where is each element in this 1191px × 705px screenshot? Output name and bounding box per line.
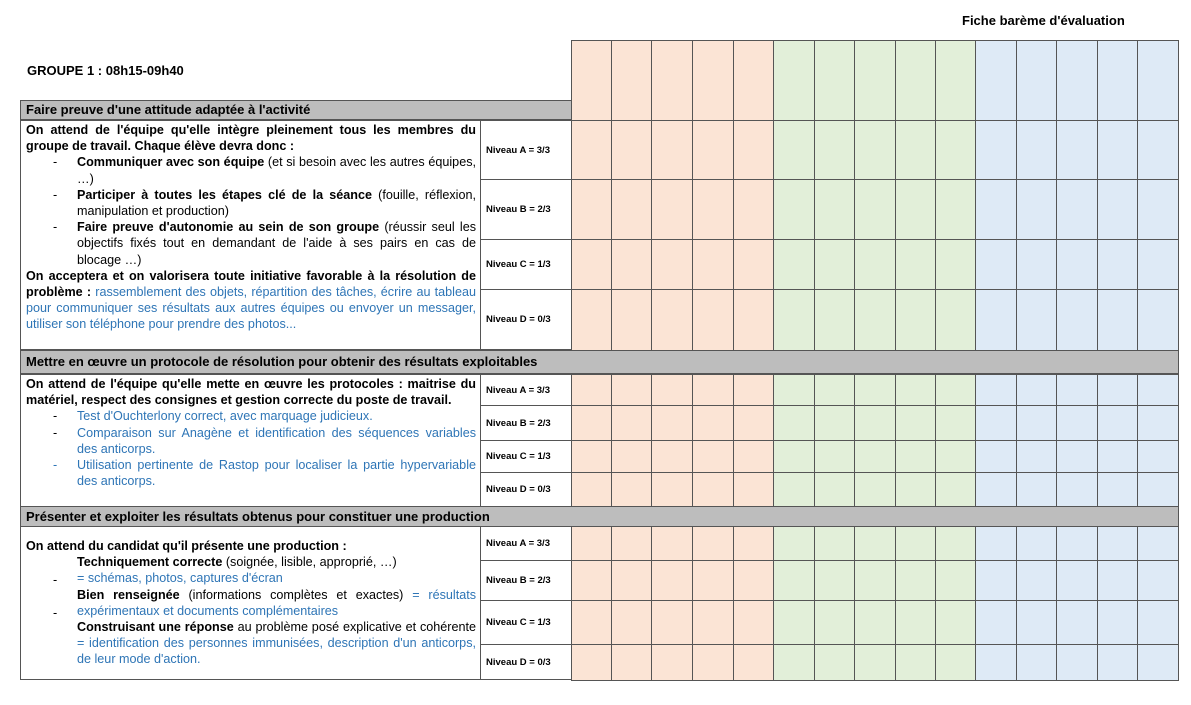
grade-cell[interactable] — [854, 120, 896, 180]
grade-cell[interactable] — [935, 374, 976, 406]
grade-cell[interactable] — [611, 560, 652, 601]
level-b: Niveau B = 2/3 — [480, 560, 572, 601]
grade-cell[interactable] — [1097, 644, 1138, 681]
grade-cell[interactable] — [814, 289, 855, 351]
grade-cell[interactable] — [651, 120, 693, 180]
grade-cell[interactable] — [571, 560, 612, 601]
grade-cell[interactable] — [814, 644, 855, 681]
grade-cell[interactable] — [651, 405, 693, 441]
grade-cell[interactable] — [1016, 40, 1057, 121]
grade-cell[interactable] — [773, 600, 815, 645]
group-header-cell — [20, 40, 572, 101]
grade-cell[interactable] — [895, 526, 936, 561]
grade-cell[interactable] — [1097, 600, 1138, 645]
grade-cell[interactable] — [1137, 644, 1179, 681]
grade-cell[interactable] — [611, 374, 652, 406]
grade-cell[interactable] — [1016, 289, 1057, 351]
grade-cell[interactable] — [651, 560, 693, 601]
grade-cell[interactable] — [692, 405, 734, 441]
grade-cell[interactable] — [935, 405, 976, 441]
grade-cell[interactable] — [814, 600, 855, 645]
grade-cell[interactable] — [1137, 289, 1179, 351]
list-item: - Faire preuve d'autonomie au sein de son groupe (réussir seul les objectifs fixés tout en demandant de l'aide à ses pairs en cas de blocage …) — [53, 220, 476, 267]
grade-cell[interactable] — [571, 289, 612, 351]
grade-cell[interactable] — [814, 239, 855, 290]
grade-cell[interactable] — [773, 560, 815, 601]
grade-cell[interactable] — [692, 239, 734, 290]
grade-cell[interactable] — [773, 289, 815, 351]
sheet-title: Fiche barème d'évaluation — [962, 13, 1125, 28]
grade-cell[interactable] — [1016, 560, 1057, 601]
grade-cell[interactable] — [935, 600, 976, 645]
grade-cell[interactable] — [611, 120, 652, 180]
grade-cell[interactable] — [1137, 560, 1179, 601]
grade-cell[interactable] — [692, 560, 734, 601]
grade-cell[interactable] — [1056, 472, 1098, 507]
grade-cell[interactable] — [975, 239, 1017, 290]
grade-cell[interactable] — [1056, 239, 1098, 290]
grade-cell[interactable] — [1137, 405, 1179, 441]
grade-cell[interactable] — [773, 472, 815, 507]
level-a: Niveau A = 3/3 — [480, 374, 572, 406]
grade-cell[interactable] — [1097, 405, 1138, 441]
list-item: - Utilisation pertinente de Rastop pour localiser la partie hypervariable des anticorps. — [53, 458, 476, 489]
grade-cell[interactable] — [692, 120, 734, 180]
grade-cell[interactable] — [773, 644, 815, 681]
grade-cell[interactable] — [1137, 179, 1179, 240]
level-b: Niveau B = 2/3 — [480, 405, 572, 441]
grade-cell[interactable] — [814, 40, 855, 121]
outro-text: On acceptera et on valorisera toute initiative favorable à la résolution de problème : — [26, 268, 476, 300]
grade-cell[interactable] — [814, 405, 855, 441]
level-a: Niveau A = 3/3 — [480, 120, 572, 180]
grade-cell[interactable] — [1016, 440, 1057, 473]
grade-cell[interactable] — [611, 644, 652, 681]
grade-cell[interactable] — [975, 40, 1017, 121]
grade-cell[interactable] — [1097, 526, 1138, 561]
grade-cell[interactable] — [935, 289, 976, 351]
grade-cell[interactable] — [814, 526, 855, 561]
grade-cell[interactable] — [895, 560, 936, 601]
grade-cell[interactable] — [733, 239, 774, 290]
grade-cell[interactable] — [733, 440, 774, 473]
list-item: - Test d'Ouchterlony correct, avec marquage judicieux. — [53, 409, 373, 424]
grade-cell[interactable] — [814, 374, 855, 406]
grade-cell[interactable] — [611, 405, 652, 441]
grade-cell[interactable] — [611, 472, 652, 507]
grade-cell[interactable] — [733, 405, 774, 441]
list-item: - Participer à toutes les étapes clé de la séance (fouille, réflexion, manipulation et production) — [53, 187, 476, 219]
grade-cell[interactable] — [692, 179, 734, 240]
section-title-attitude: Faire preuve d'une attitude adaptée à l'activité — [20, 100, 572, 120]
grade-cell[interactable] — [651, 289, 693, 351]
grade-cell[interactable] — [975, 472, 1017, 507]
grade-cell[interactable] — [1056, 405, 1098, 441]
grade-cell[interactable] — [1097, 440, 1138, 473]
grade-cell[interactable] — [935, 120, 976, 180]
grade-cell[interactable] — [935, 526, 976, 561]
grade-cell[interactable] — [854, 289, 896, 351]
grade-cell[interactable] — [854, 374, 896, 406]
grade-cell[interactable] — [975, 440, 1017, 473]
grade-cell[interactable] — [692, 472, 734, 507]
grade-cell[interactable] — [571, 405, 612, 441]
grade-cell[interactable] — [651, 472, 693, 507]
grade-cell[interactable] — [975, 179, 1017, 240]
grade-cell[interactable] — [571, 179, 612, 240]
grade-cell[interactable] — [651, 526, 693, 561]
grade-cell[interactable] — [1016, 644, 1057, 681]
grade-cell[interactable] — [773, 440, 815, 473]
grade-cell[interactable] — [571, 239, 612, 290]
level-c: Niveau C = 1/3 — [480, 239, 572, 290]
grade-cell[interactable] — [975, 560, 1017, 601]
level-d: Niveau D = 0/3 — [480, 644, 572, 680]
grade-cell[interactable] — [895, 472, 936, 507]
grade-cell[interactable] — [611, 179, 652, 240]
grade-cell[interactable] — [1016, 405, 1057, 441]
grade-cell[interactable] — [773, 526, 815, 561]
grade-cell[interactable] — [975, 526, 1017, 561]
criteria-production — [20, 526, 481, 680]
grade-cell[interactable] — [651, 179, 693, 240]
grade-cell[interactable] — [854, 600, 896, 645]
list-item: Construisant une réponse au problème posé explicative et cohérente = identification des personnes immunisées, description d'un anticorps, de leur mode d'action. — [77, 620, 476, 667]
grade-cell[interactable] — [773, 405, 815, 441]
grade-cell[interactable] — [854, 440, 896, 473]
grade-cell[interactable] — [1097, 239, 1138, 290]
grade-cell[interactable] — [1016, 120, 1057, 180]
grade-cell[interactable] — [1097, 120, 1138, 180]
grade-cell[interactable] — [571, 374, 612, 406]
grade-cell[interactable] — [611, 440, 652, 473]
grade-cell[interactable] — [1137, 600, 1179, 645]
grade-cell[interactable] — [854, 40, 896, 121]
grade-cell[interactable] — [895, 120, 936, 180]
grade-cell[interactable] — [1097, 179, 1138, 240]
grade-cell[interactable] — [935, 644, 976, 681]
grade-cell[interactable] — [733, 472, 774, 507]
grade-cell[interactable] — [773, 374, 815, 406]
grade-cell[interactable] — [571, 600, 612, 645]
level-c: Niveau C = 1/3 — [480, 600, 572, 645]
grade-cell[interactable] — [733, 600, 774, 645]
outro-examples: rassemblement des objets, répartition des tâches, écrire au tableau pour communiquer ses résultats aux autres équipes ou envoyer un messager, utiliser son téléphone pour prendre des photos... — [26, 285, 476, 332]
grade-cell[interactable] — [692, 440, 734, 473]
grade-cell[interactable] — [692, 289, 734, 351]
grade-cell[interactable] — [1056, 526, 1098, 561]
level-a: Niveau A = 3/3 — [480, 526, 572, 561]
grade-cell[interactable] — [975, 374, 1017, 406]
grade-cell[interactable] — [1137, 472, 1179, 507]
grade-cell[interactable] — [1137, 440, 1179, 473]
section-title-protocol: Mettre en œuvre un protocole de résolution pour obtenir des résultats exploitables — [20, 350, 1179, 374]
grade-cell[interactable] — [611, 526, 652, 561]
grade-cell[interactable] — [773, 120, 815, 180]
level-b: Niveau B = 2/3 — [480, 179, 572, 240]
grade-cell[interactable] — [1056, 179, 1098, 240]
grade-cell[interactable] — [935, 560, 976, 601]
grade-cell[interactable] — [854, 472, 896, 507]
grade-cell[interactable] — [854, 644, 896, 681]
grade-cell[interactable] — [692, 644, 734, 681]
criteria-protocol — [20, 374, 481, 507]
level-c: Niveau C = 1/3 — [480, 440, 572, 473]
grade-cell[interactable] — [651, 374, 693, 406]
grade-cell[interactable] — [1016, 526, 1057, 561]
grade-cell[interactable] — [651, 40, 693, 121]
grade-cell[interactable] — [1016, 472, 1057, 507]
grade-cell[interactable] — [895, 239, 936, 290]
grade-cell[interactable] — [733, 179, 774, 240]
grade-cell[interactable] — [1056, 374, 1098, 406]
grade-cell[interactable] — [895, 600, 936, 645]
grade-cell[interactable] — [611, 40, 652, 121]
grade-cell[interactable] — [692, 40, 734, 121]
grade-cell[interactable] — [1016, 600, 1057, 645]
grade-cell[interactable] — [814, 440, 855, 473]
grade-cell[interactable] — [733, 40, 774, 121]
grade-cell[interactable] — [854, 405, 896, 441]
grade-cell[interactable] — [1137, 239, 1179, 290]
grade-cell[interactable] — [1056, 560, 1098, 601]
grade-cell[interactable] — [854, 526, 896, 561]
grade-cell[interactable] — [814, 179, 855, 240]
grade-cell[interactable] — [1056, 600, 1098, 645]
grade-cell[interactable] — [975, 644, 1017, 681]
grade-cell[interactable] — [1016, 239, 1057, 290]
intro-text: On attend de l'équipe qu'elle intègre pleinement tous les membres du groupe de travail. Chaque élève devra donc : — [26, 123, 476, 154]
list-item: - Communiquer avec son équipe (et si besoin avec les autres équipes, …) — [53, 155, 476, 186]
grade-cell[interactable] — [1056, 644, 1098, 681]
grade-cell[interactable] — [773, 179, 815, 240]
grade-cell[interactable] — [571, 644, 612, 681]
group-title: GROUPE 1 : 08h15-09h40 — [27, 63, 184, 78]
list-item: - Techniquement correcte (soignée, lisible, approprié, …) = schémas, photos, captures d'écran — [53, 555, 397, 588]
grade-cell[interactable] — [651, 440, 693, 473]
grade-cell[interactable] — [571, 526, 612, 561]
grade-cell[interactable] — [692, 526, 734, 561]
grade-cell[interactable] — [975, 120, 1017, 180]
grade-cell[interactable] — [975, 405, 1017, 441]
grade-cell[interactable] — [895, 405, 936, 441]
grade-cell[interactable] — [651, 644, 693, 681]
grade-cell[interactable] — [733, 120, 774, 180]
grade-cell[interactable] — [1097, 472, 1138, 507]
grade-cell[interactable] — [1056, 440, 1098, 473]
grade-cell[interactable] — [854, 179, 896, 240]
grade-cell[interactable] — [1056, 120, 1098, 180]
grade-cell[interactable] — [1137, 40, 1179, 121]
grade-cell[interactable] — [935, 239, 976, 290]
grade-cell[interactable] — [935, 179, 976, 240]
grade-cell[interactable] — [1137, 374, 1179, 406]
grade-cell[interactable] — [895, 179, 936, 240]
grade-cell[interactable] — [1016, 374, 1057, 406]
grade-cell[interactable] — [692, 374, 734, 406]
grade-cell[interactable] — [571, 120, 612, 180]
grade-cell[interactable] — [611, 600, 652, 645]
criteria-attitude — [20, 120, 481, 350]
grade-cell[interactable] — [895, 374, 936, 406]
grade-cell[interactable] — [1097, 560, 1138, 601]
intro-text: On attend de l'équipe qu'elle mette en œuvre les protocoles : maitrise du matériel, respect des consignes et gestion correcte du poste de travail. — [26, 377, 476, 408]
grade-cell[interactable] — [814, 472, 855, 507]
grade-cell[interactable] — [935, 472, 976, 507]
grade-cell[interactable] — [733, 644, 774, 681]
grade-cell[interactable] — [733, 374, 774, 406]
grade-cell[interactable] — [773, 239, 815, 290]
grade-cell[interactable] — [1056, 289, 1098, 351]
grade-cell[interactable] — [1097, 374, 1138, 406]
grade-cell[interactable] — [935, 40, 976, 121]
grade-cell[interactable] — [692, 600, 734, 645]
list-item: - Comparaison sur Anagène et identification des séquences variables des anticorps. — [53, 425, 476, 456]
intro-text: On attend du candidat qu'il présente une production : — [26, 539, 347, 553]
grade-cell[interactable] — [1097, 289, 1138, 351]
grade-cell[interactable] — [854, 239, 896, 290]
grade-cell[interactable] — [733, 526, 774, 561]
grade-cell[interactable] — [651, 239, 693, 290]
grade-cell[interactable] — [814, 120, 855, 180]
grade-cell[interactable] — [611, 289, 652, 351]
level-d: Niveau D = 0/3 — [480, 289, 572, 350]
level-d: Niveau D = 0/3 — [480, 472, 572, 507]
grade-cell[interactable] — [1137, 526, 1179, 561]
grade-cell[interactable] — [571, 472, 612, 507]
grade-cell[interactable] — [895, 289, 936, 351]
grade-cell[interactable] — [1137, 120, 1179, 180]
grade-cell[interactable] — [1016, 179, 1057, 240]
section-title-production: Présenter et exploiter les résultats obtenus pour constituer une production — [20, 506, 1179, 527]
list-item: - Bien renseignée (informations complètes et exactes) = résultats expérimentaux et documents complémentaires — [53, 587, 476, 620]
grade-cell[interactable] — [935, 440, 976, 473]
grade-cell[interactable] — [733, 289, 774, 351]
grade-cell[interactable] — [854, 560, 896, 601]
grade-cell[interactable] — [895, 644, 936, 681]
grade-cell[interactable] — [571, 440, 612, 473]
grade-cell[interactable] — [733, 560, 774, 601]
grade-cell[interactable] — [814, 560, 855, 601]
grade-cell[interactable] — [1056, 40, 1098, 121]
grade-cell[interactable] — [611, 239, 652, 290]
grade-cell[interactable] — [1097, 40, 1138, 121]
grade-cell[interactable] — [895, 40, 936, 121]
grade-cell[interactable] — [895, 440, 936, 473]
grade-cell[interactable] — [773, 40, 815, 121]
grade-cell[interactable] — [651, 600, 693, 645]
grade-cell[interactable] — [975, 600, 1017, 645]
grade-cell[interactable] — [571, 40, 612, 121]
grade-cell[interactable] — [975, 289, 1017, 351]
